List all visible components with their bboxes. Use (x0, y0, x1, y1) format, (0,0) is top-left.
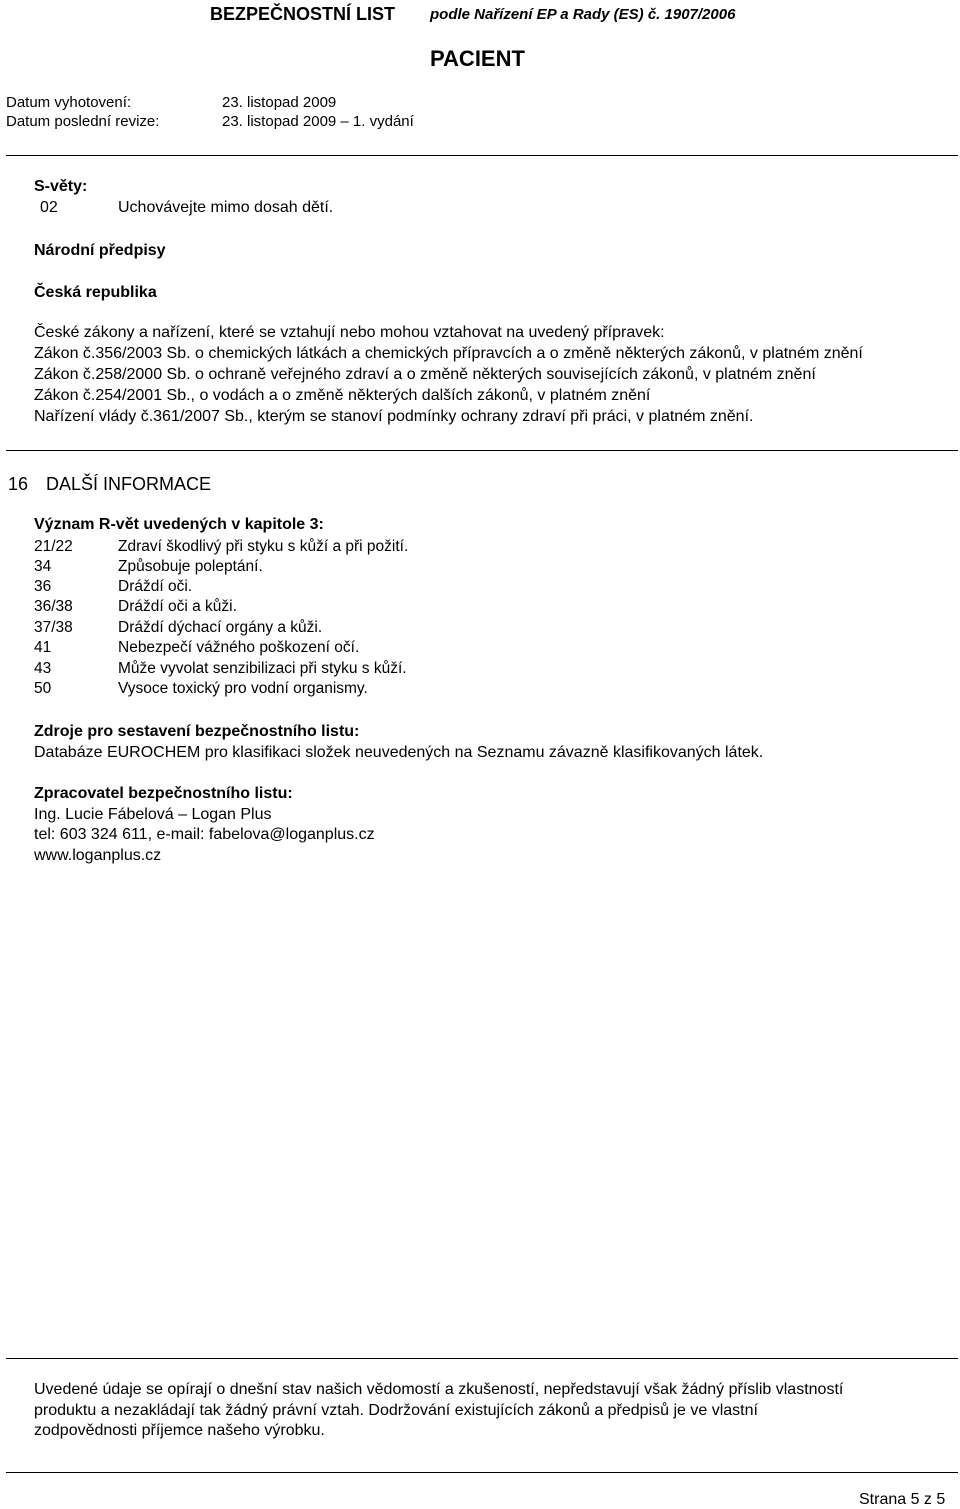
author-website: www.loganplus.cz (34, 847, 162, 864)
footer-divider-bottom (6, 1472, 958, 1473)
s-phrases-heading: S-věty: (34, 178, 88, 195)
r-phrase-code: 50 (34, 680, 52, 697)
r-phrase-code: 34 (34, 558, 52, 575)
r-phrases-heading: Význam R-vět uvedených v kapitole 3: (34, 516, 324, 533)
sources-text: Databáze EUROCHEM pro klasifikaci složek neuvedených na Seznamu závazně klasifikovaných látek. (34, 744, 764, 761)
page-number: Strana 5 z 5 (859, 1491, 946, 1508)
s-phrase-text: Uchovávejte mimo dosah dětí. (118, 199, 334, 216)
law-item: Nařízení vlády č.361/2007 Sb., kterým se stanoví podmínky ochrany zdraví při práci, v platném znění. (34, 408, 754, 425)
r-phrase-code: 37/38 (34, 619, 73, 636)
r-phrase-text: Může vyvolat senzibilizaci při styku s kůží. (118, 660, 407, 677)
r-phrase-code: 36/38 (34, 598, 73, 615)
footer-divider-top (6, 1358, 958, 1359)
regulations-intro: České zákony a nařízení, které se vztahují nebo mohou vztahovat na uvedený přípravek: (34, 324, 665, 341)
product-name: PACIENT (430, 46, 525, 71)
author-name: Ing. Lucie Fábelová – Logan Plus (34, 806, 272, 823)
r-phrase-code: 43 (34, 660, 52, 677)
revision-date-label: Datum poslední revize: (6, 113, 160, 130)
r-phrase-code: 41 (34, 639, 52, 656)
author-contact: tel: 603 324 611, e-mail: fabelova@loganplus.cz (34, 826, 375, 843)
disclaimer-line: Uvedené údaje se opírají o dnešní stav našich vědomostí a zkušeností, nepředstavují však žádný příslib vlastností (34, 1381, 844, 1398)
r-phrase-text: Dráždí oči a kůži. (118, 598, 237, 615)
r-phrase-code: 36 (34, 578, 52, 595)
author-heading: Zpracovatel bezpečnostního listu: (34, 785, 293, 802)
sources-heading: Zdroje pro sestavení bezpečnostního listu: (34, 723, 360, 740)
r-phrase-text: Dráždí oči. (118, 578, 193, 595)
revision-date-value: 23. listopad 2009 – 1. vydání (222, 113, 414, 130)
document-title: BEZPEČNOSTNÍ LIST (210, 4, 396, 24)
country-heading: Česká republika (34, 284, 157, 301)
section-divider (6, 450, 958, 451)
law-item: Zákon č.356/2003 Sb. o chemických látkách a chemických přípravcích a o změně některých zákonů, v platném znění (34, 345, 863, 362)
r-phrase-text: Způsobuje poleptání. (118, 558, 263, 575)
section-title: DALŠÍ INFORMACE (46, 474, 212, 494)
s-phrase-code: 02 (40, 199, 58, 216)
header-divider (6, 155, 958, 156)
r-phrase-text: Zdraví škodlivý při styku s kůží a při požití. (118, 538, 409, 555)
created-date-value: 23. listopad 2009 (222, 94, 337, 111)
disclaimer-line: produktu a nezakládají tak žádný právní vztah. Dodržování existujících zákonů a předpisů je ve vlastní (34, 1402, 758, 1419)
law-item: Zákon č.254/2001 Sb., o vodách a o změně některých dalších zákonů, v platném znění (34, 387, 651, 404)
r-phrase-text: Vysoce toxický pro vodní organismy. (118, 680, 368, 697)
disclaimer-line: zodpovědnosti příjemce našeho výrobku. (34, 1422, 325, 1439)
r-phrase-text: Dráždí dýchací orgány a kůži. (118, 619, 323, 636)
regulation-reference: podle Nařízení EP a Rady (ES) č. 1907/2006 (430, 6, 736, 23)
section-number: 16 (8, 474, 29, 494)
created-date-label: Datum vyhotovení: (6, 94, 132, 111)
r-phrase-text: Nebezpečí vážného poškození očí. (118, 639, 360, 656)
law-item: Zákon č.258/2000 Sb. o ochraně veřejného zdraví a o změně některých souvisejících zákonů, v platném znění (34, 366, 816, 383)
r-phrase-code: 21/22 (34, 538, 73, 555)
national-regulations-heading: Národní předpisy (34, 242, 166, 259)
